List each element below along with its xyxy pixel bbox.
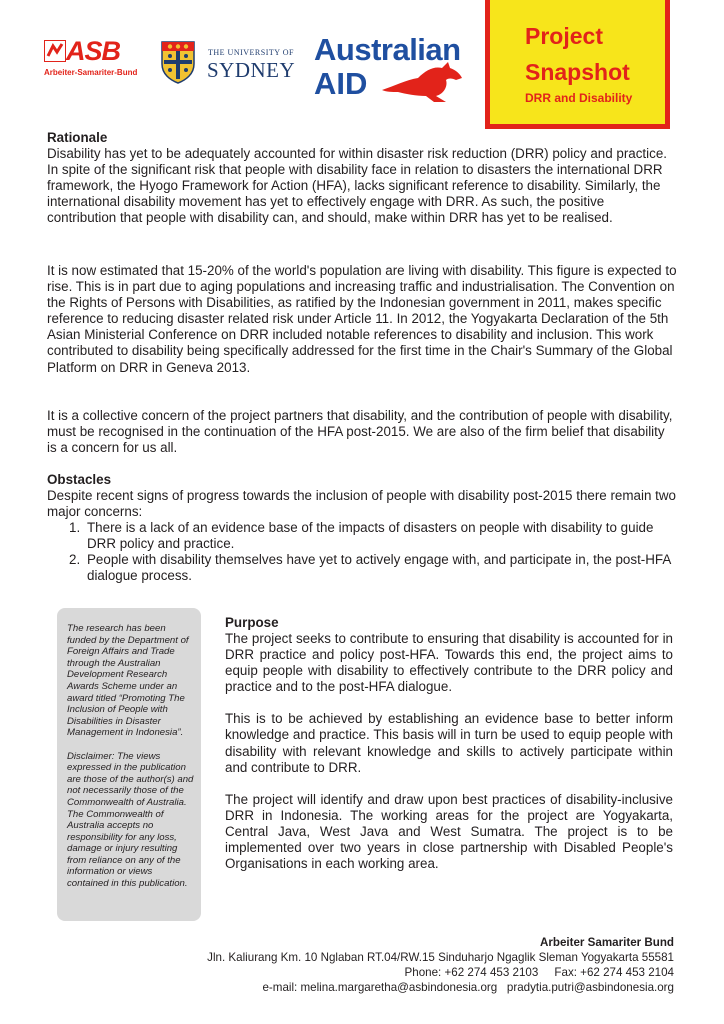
- australian-aid-logo: [314, 32, 474, 104]
- rationale-paragraph-1: Disability has yet to be adequately accounted for within disaster risk reduction (DRR) policy and practice. In spite of the significant risk that people with disability face in relation to disasters the international DRR framework, the Hyogo Framework for Action (HFA), lacks significant reference to disability. Similarly, the international disability movement has yet to effectively engage with DRR. As such, the positive contribution that people with disability can, and should, make within DRR has yet to be realised.: [47, 146, 667, 226]
- asb-samaritan-icon: [44, 40, 66, 62]
- snapshot-title-line1: Project: [525, 23, 603, 49]
- sidebar-disclaimer: Disclaimer: The views expressed in the publication are those of the author(s) and not necessarily those of the Commonwealth of Australia. The Commonwealth of Australia accepts no responsibility for any loss, damage or injury resulting from reliance on any of the information or views contained in this publication.: [67, 750, 194, 890]
- rationale-heading: Rationale: [47, 130, 108, 145]
- asb-logo-subtitle: Arbeiter-Samariter-Bund: [44, 68, 138, 77]
- usyd-crest-icon: [160, 40, 196, 84]
- footer-email: e-mail: melina.margaretha@asbindonesia.org pradytia.putri@asbindonesia.org: [262, 981, 674, 994]
- rationale-paragraph-3-block: [47, 408, 677, 456]
- purpose-section: [225, 615, 673, 872]
- footer-address: Jln. Kaliurang Km. 10 Nglaban RT.04/RW.15 Sinduharjo Ngaglik Sleman Yogyakarta 55581: [207, 951, 674, 964]
- aid-logo-line2: AID: [314, 66, 368, 101]
- obstacles-item-number: 2.: [69, 552, 81, 568]
- usyd-logo-line2: SYDNEY: [207, 58, 296, 82]
- asb-logo: [44, 36, 138, 82]
- obstacles-item-text: There is a lack of an evidence base of the impacts of disasters on people with disability to guide DRR policy and practice.: [87, 520, 654, 552]
- aid-logo-line1: Australian: [314, 32, 461, 67]
- snapshot-subtitle: DRR and Disability: [525, 91, 633, 105]
- purpose-paragraph-1: The project seeks to contribute to ensuring that disability is accounted for in DRR practice and policy post-HFA. Towards this end, the project aims to equip people with disability to effectively contribute to the DRR policy and practice and to the post-HFA dialogue.: [225, 631, 673, 695]
- asb-logo-mark: ASB: [66, 36, 121, 66]
- footer-phone-fax: Phone: +62 274 453 2103 Fax: +62 274 453 2104: [404, 966, 674, 979]
- snapshot-title-line2: Snapshot: [525, 59, 630, 85]
- obstacles-heading: Obstacles: [47, 472, 112, 487]
- obstacles-item-text: People with disability themselves have yet to actively engage with, and participate in, the post-HFA dialogue process.: [87, 552, 671, 584]
- obstacles-list-item: [47, 520, 677, 552]
- obstacles-section: [47, 472, 677, 585]
- project-snapshot-box: [485, 0, 670, 129]
- usyd-logo-line1: THE UNIVERSITY OF: [208, 48, 294, 57]
- snapshot-title: [525, 18, 630, 90]
- purpose-heading: Purpose: [225, 615, 279, 630]
- obstacles-list: [47, 520, 677, 584]
- sidebar-funding-note: The research has been funded by the Department of Foreign Affairs and Trade through the Australian Development Research Awards Scheme under an award titled “Promoting The Inclusion of People with Disabilities in Disaster Management in Indonesia”.: [67, 623, 189, 739]
- purpose-paragraph-2: This is to be achieved by establishing an evidence base to better inform knowledge and practice. This basis will in turn be used to equip people with disability with relevant knowledge and skills to actively participate within and contribute to DRR.: [225, 711, 673, 775]
- obstacles-list-item: [47, 552, 677, 584]
- obstacles-intro: Despite recent signs of progress towards the inclusion of people with disability post-2015 there remain two major concerns:: [47, 488, 676, 520]
- rationale-paragraph-2: It is now estimated that 15-20% of the world's population are living with disability. This figure is expected to rise. This is in part due to aging populations and increasing traffic and industrialisation. The Convention on the Rights of Persons with Disabilities, as ratified by the Indonesian government in 2011, makes specific reference to reducing disaster related risk under Article 11. In 2012, the Yogyakarta Declaration of the 5th Asian Ministerial Conference on DRR included notable references to disability and inclusion. This work contributed to disability being specifically addressed for the first time in the Chair's Summary of the Global Platform on DRR in Geneva 2013.: [47, 263, 677, 375]
- rationale-paragraph-2-block: [47, 263, 677, 376]
- university-of-sydney-logo: [160, 40, 296, 84]
- rationale-paragraph-3: It is a collective concern of the project partners that disability, and the contribution of people with disability, must be recognised in the continuation of the HFA post-2015. We are also of the firm belief that disability is a concern for us all.: [47, 408, 673, 456]
- footer-organisation: Arbeiter Samariter Bund: [539, 936, 674, 949]
- project-snapshot-panel: [490, 0, 665, 124]
- kangaroo-icon: [376, 60, 472, 104]
- funding-sidebar: [57, 608, 201, 921]
- rationale-section: [47, 130, 677, 226]
- contact-footer: [207, 935, 674, 995]
- purpose-paragraph-3: The project will identify and draw upon best practices of disability-inclusive DRR in Indonesia. The working areas for the project are Yogyakarta, Central Java, West Java and West Sumatra. The project is to be implemented over two years in close partnership with Disabled People's Organisations in each working area.: [225, 791, 673, 872]
- sidebar-text: [67, 623, 195, 890]
- obstacles-item-number: 1.: [69, 520, 81, 536]
